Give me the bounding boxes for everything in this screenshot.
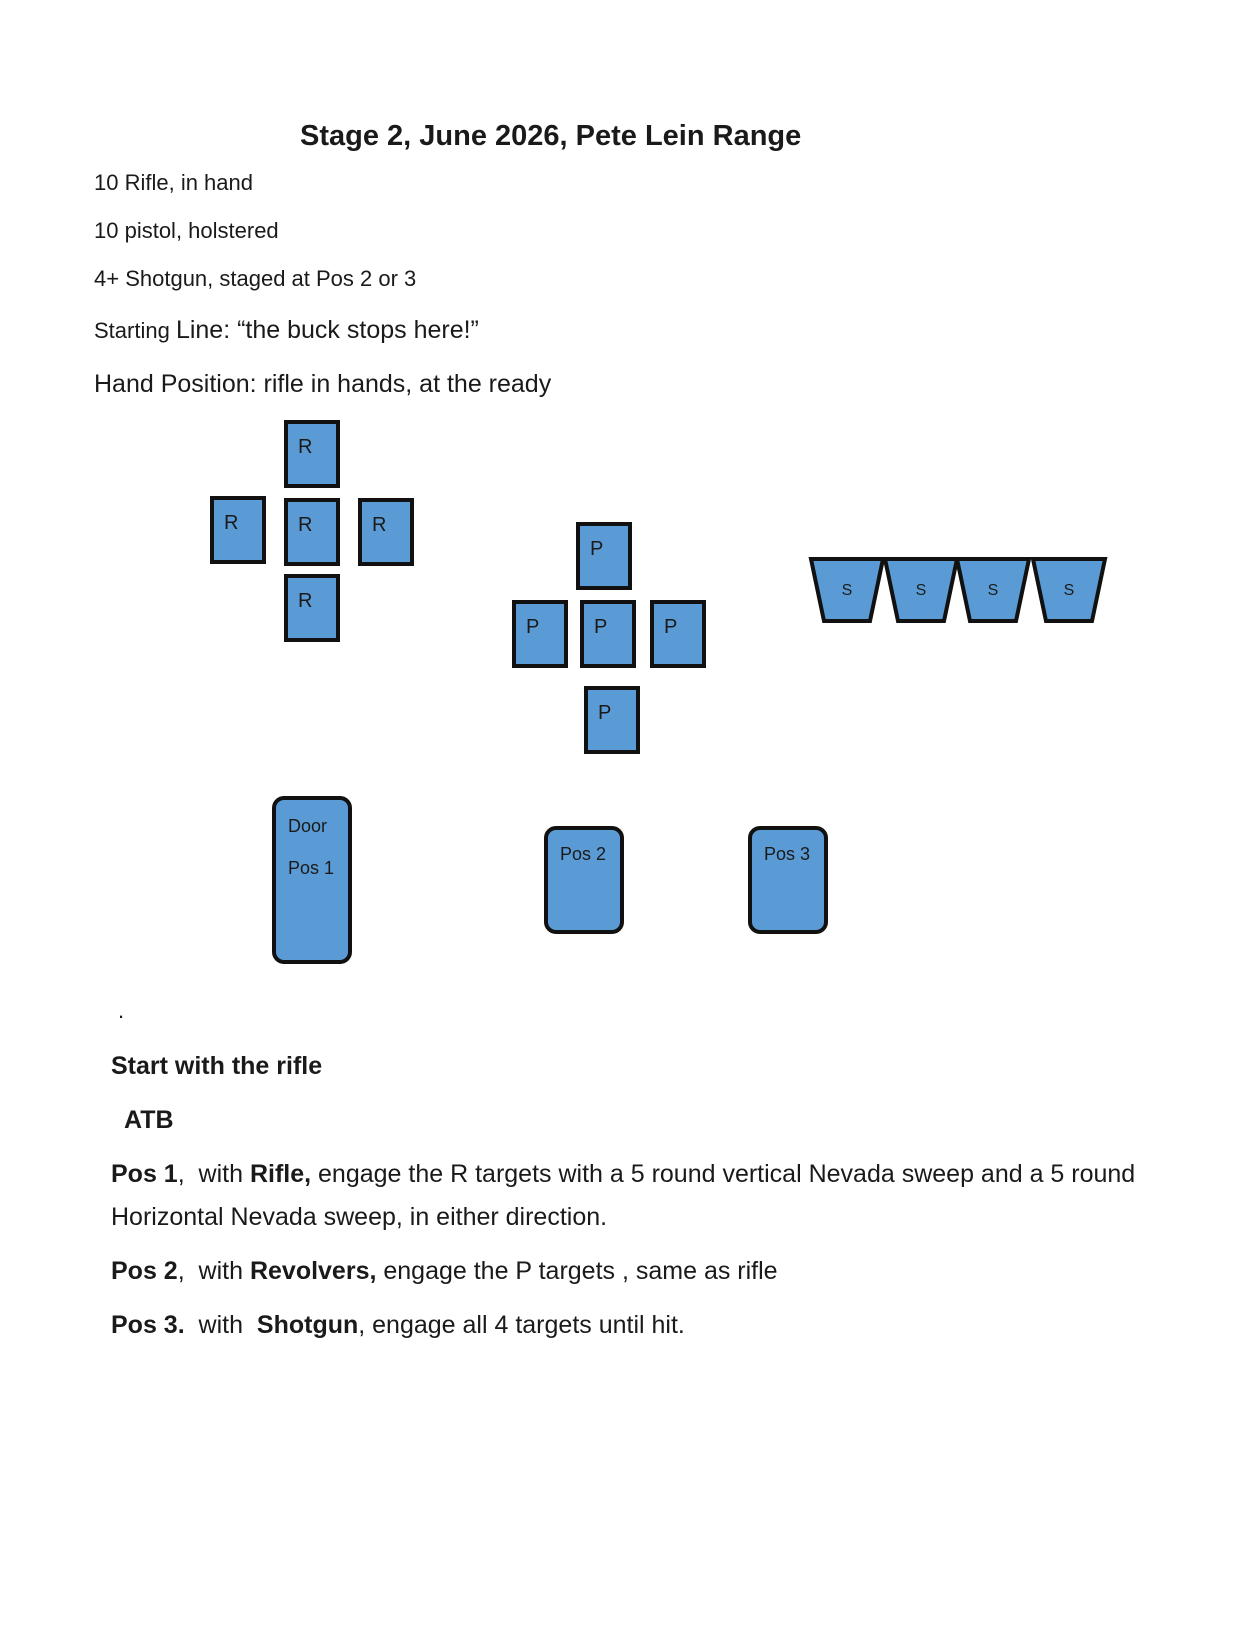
pos3-gun: Shotgun [256, 1311, 359, 1339]
door-label: Door [288, 816, 328, 836]
shotgun-target-label: S [1063, 582, 1075, 599]
pos1-text: engage the R targets with a 5 round vertical Nevada sweep and a 5 round [311, 1160, 1136, 1188]
page-title: Stage 2, June 2026, Pete Lein Range [300, 120, 802, 152]
pos2-with: , with [177, 1257, 250, 1285]
shotgun-target-4 [1030, 556, 1108, 624]
pistol-target-label: P [598, 702, 612, 724]
shotgun-round-count: 4+ Shotgun, staged at Pos 2 or 3 [94, 266, 417, 291]
pos3-text: , engage all 4 targets until hit. [358, 1311, 685, 1339]
pos1-instruction [111, 1160, 1135, 1189]
rifle-target-right [358, 498, 414, 566]
rifle-target-center [284, 498, 340, 566]
pos1-lead: Pos 1 [111, 1160, 178, 1188]
starting-line [94, 316, 479, 345]
shotgun-target-2 [882, 556, 960, 624]
pos3-label: Pos 3 [764, 844, 811, 864]
rifle-target-label: R [298, 590, 313, 612]
shotgun-target-1 [808, 556, 886, 624]
pos2-lead: Pos 2 [111, 1257, 178, 1285]
pistol-target-top [576, 522, 632, 590]
shotgun-target-label: S [915, 582, 927, 599]
stray-dot: . [118, 998, 125, 1023]
pos3-lead: Pos 3. [111, 1311, 185, 1339]
pos1-with: , with [177, 1160, 250, 1188]
shotgun-target-3 [954, 556, 1032, 624]
pos1-gun: Rifle, [249, 1160, 312, 1188]
pistol-target-label: P [526, 616, 540, 638]
rifle-target-top [284, 420, 340, 488]
pistol-target-label: P [664, 616, 678, 638]
pos1-label: Pos 1 [288, 858, 335, 878]
starting-line-label: Starting [94, 318, 176, 343]
rifle-target-label: R [372, 514, 387, 536]
rifle-target-bottom [284, 574, 340, 642]
pistol-target-label: P [594, 616, 608, 638]
rifle-target-left [210, 496, 266, 564]
pistol-target-center [580, 600, 636, 668]
pos2-gun: Revolvers, [249, 1257, 377, 1285]
pos2-label: Pos 2 [560, 844, 607, 864]
rifle-target-label: R [298, 436, 313, 458]
pistol-target-left [512, 600, 568, 668]
pos3-instruction [111, 1311, 685, 1340]
starting-line-text: Line: “the buck stops here!” [175, 316, 479, 344]
position-2 [544, 826, 624, 934]
pistol-target-right [650, 600, 706, 668]
start-instruction: Start with the rifle [111, 1052, 323, 1080]
hand-position: Hand Position: rifle in hands, at the ready [94, 370, 552, 398]
pos1-instruction-cont: Horizontal Nevada sweep, in either direction. [111, 1203, 608, 1231]
rifle-round-count: 10 Rifle, in hand [94, 170, 253, 195]
shotgun-target-label: S [841, 582, 853, 599]
pos2-instruction [111, 1257, 778, 1286]
pistol-target-label: P [590, 538, 604, 560]
pos2-text: engage the P targets , same as rifle [376, 1257, 778, 1285]
rifle-target-label: R [224, 512, 239, 534]
shotgun-target-label: S [987, 582, 999, 599]
pistol-target-bottom [584, 686, 640, 754]
atb-instruction: ATB [124, 1106, 174, 1134]
position-3 [748, 826, 828, 934]
position-1-door [272, 796, 352, 964]
rifle-target-label: R [298, 514, 313, 536]
pistol-round-count: 10 pistol, holstered [94, 218, 279, 243]
pos3-with: with [184, 1311, 257, 1339]
